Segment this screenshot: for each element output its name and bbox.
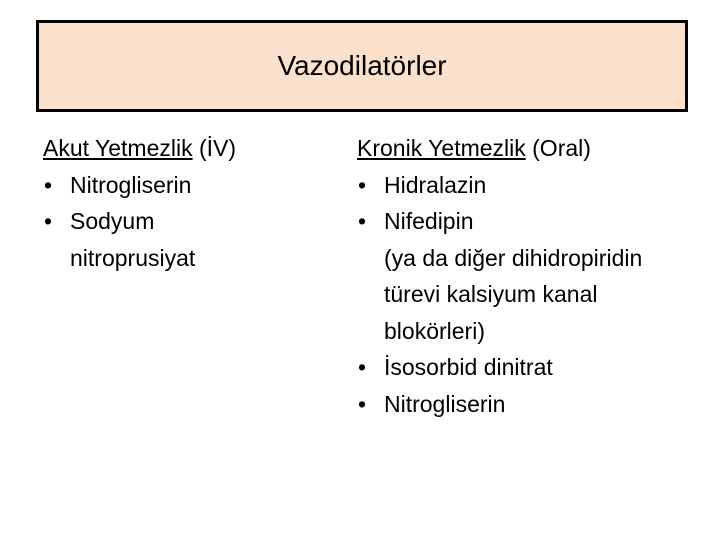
list-item [357, 167, 702, 204]
slide-title: Vazodilatörler [277, 50, 447, 81]
right-column [357, 130, 702, 422]
left-bullet-list [43, 167, 333, 277]
list-item [357, 203, 702, 349]
list-item-text: • Nitrogliserin [70, 171, 192, 198]
list-item-text: blokörleri) [384, 317, 485, 344]
left-column [43, 130, 333, 276]
left-heading [43, 130, 333, 167]
right-heading-underlined: Kronik Yetmezlik [357, 135, 526, 161]
list-item-text: türevi kalsiyum kanal [384, 281, 598, 307]
right-bullet-list [357, 167, 702, 423]
list-item-text: • İsosorbid dinitrat [384, 354, 553, 380]
list-item [43, 203, 333, 276]
list-item-text: • Nitrogliserin [384, 390, 506, 417]
list-item [357, 386, 702, 423]
list-item-text: (ya da diğer dihidropiridin [384, 244, 643, 271]
right-heading [357, 130, 702, 167]
right-heading-rest: (Oral) [525, 135, 591, 161]
left-heading-underlined: Akut Yetmezlik [43, 135, 193, 161]
list-item [357, 349, 702, 386]
list-item-text: • Nifedipin [384, 208, 474, 234]
list-item [43, 167, 333, 204]
title-box [36, 20, 688, 112]
list-item-text: nitroprusiyat [70, 244, 196, 271]
list-item-text: • Sodyum [70, 208, 155, 234]
list-item-text: • Hidralazin [384, 171, 487, 198]
left-heading-rest: (İV) [192, 135, 237, 161]
